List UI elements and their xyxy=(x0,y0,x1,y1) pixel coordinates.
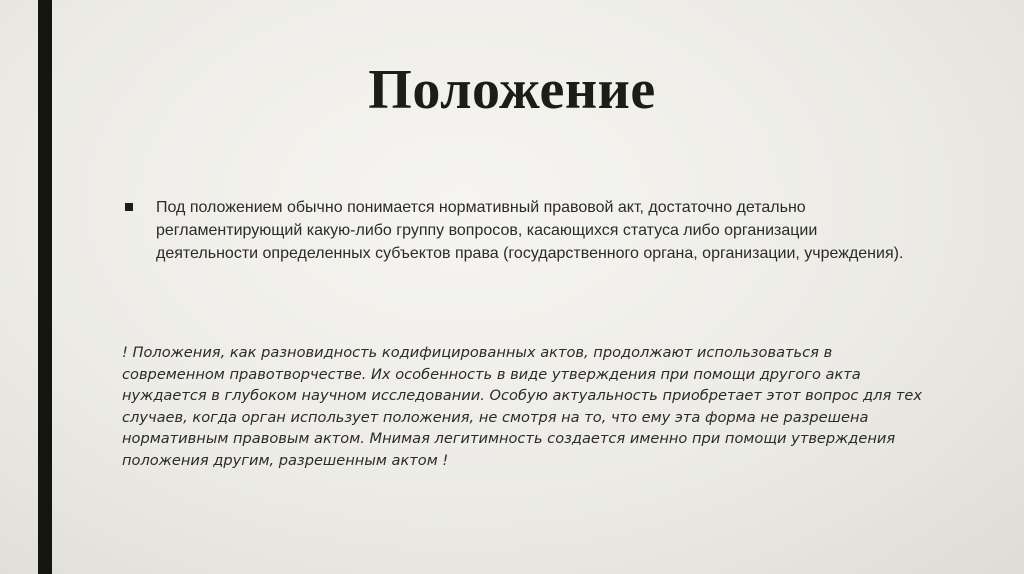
square-bullet-icon xyxy=(125,203,133,211)
slide-title: Положение xyxy=(368,59,656,121)
note-paragraph: ! Положения, как разновидность кодифицированных актов, продолжают использоваться в современном правотворчестве. Их особенность в виде утверждения при помощи другого акта нуждается в глубоком научном исследовании. Особую актуальность приобретает этот вопрос для тех случаев, когда орган использует положения, не смотря на то, что ему эта форма не разрешена нормативным правовым актом. Мнимая легитимность создается именно при помощи утверждения положения другим, разрешенным актом ! xyxy=(122,344,923,469)
bullet-text: Под положением обычно понимается нормативный правовой акт, достаточно детально регламентирующий какую-либо группу вопросов, касающихся статуса либо организации деятельности определенных субъектов права (государственного органа, организации, учреждения). xyxy=(156,199,904,262)
